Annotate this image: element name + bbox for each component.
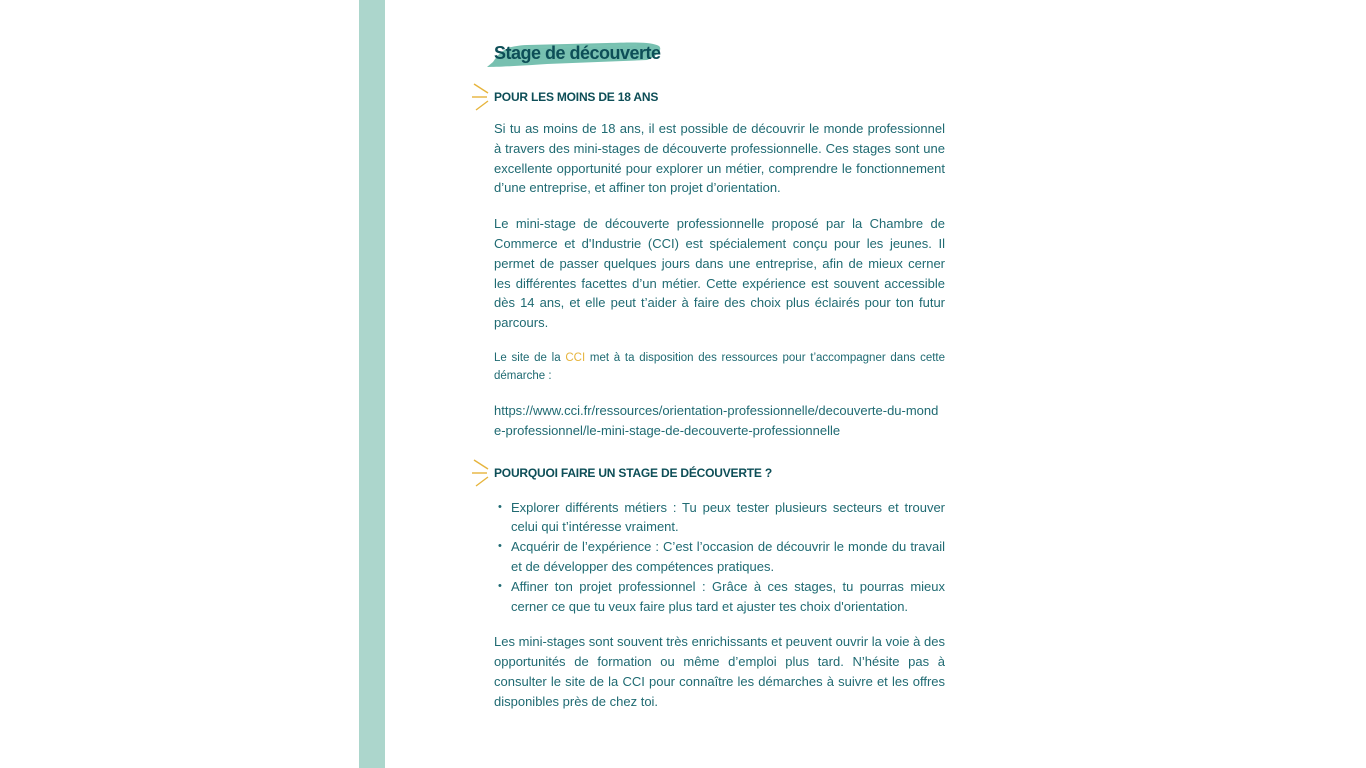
section-heading-text: POUR LES MOINS DE 18 ANS — [494, 90, 659, 104]
paragraph-cci-description: Le mini-stage de découverte professionnelle proposé par la Chambre de Commerce et d'Industrie (CCI) est spécialement conçu pour les jeunes. Il permet de passer quelques jours dans une entreprise, afin de mieux cerner les différentes facettes d’un métier. Cette expérience est souvent accessible dès 14 ans, et elle peut t’aider à faire des choix plus éclairés pour ton futur parcours. — [494, 216, 945, 331]
paragraph-resource — [494, 349, 945, 385]
sparkle-lines-icon — [471, 457, 493, 489]
resource-url[interactable]: https://www.cci.fr/ressources/orientation-professionnelle/decouverte-du-monde-professionnel/le-mini-stage-de-decouverte-professionnelle — [494, 402, 939, 438]
page-content — [494, 38, 945, 712]
benefits-list — [494, 498, 945, 617]
resource-text-before: Le site de la — [494, 351, 566, 364]
section-heading-text: POURQUOI FAIRE UN STAGE DE DÉCOUVERTE ? — [494, 465, 773, 480]
page-title: Stage de découverte — [494, 43, 661, 63]
cci-link[interactable]: CCI — [565, 351, 586, 364]
list-item: • Affiner ton projet professionnel : Grâce à ces stages, tu pourras mieux cerner ce que tu veux faire plus tard et ajuster tes choix d'orientation. — [511, 577, 945, 617]
sparkle-lines-icon — [471, 81, 493, 113]
side-color-band — [359, 0, 385, 768]
document-page — [359, 0, 1007, 768]
paragraph-intro: Si tu as moins de 18 ans, il est possible de découvrir le monde professionnel à travers des mini-stages de découverte professionnelle. Ces stages sont une excellente opportunité pour explorer un métier, comprendre le fonctionnement d’une entreprise, et affiner ton projet d’orientation. — [494, 121, 945, 196]
resource-text-after: met à ta disposition des ressources pour t’accompagner dans cette démarche : — [494, 351, 946, 382]
paragraph-closing: Les mini-stages sont souvent très enrichissants et peuvent ouvrir la voie à des opportunités de formation ou même d’emploi plus tard. N’hésite pas à consulter le site de la CCI pour connaître les démarches à suivre et les offres disponibles près de chez toi. — [494, 634, 945, 709]
list-item: • Acquérir de l’expérience : C’est l’occasion de découvrir le monde du travail et de développer des compétences pratiques. — [511, 537, 945, 577]
list-item: • Explorer différents métiers : Tu peux tester plusieurs secteurs et trouver celui qui t’intéresse vraiment. — [511, 498, 945, 538]
section-heading-under-18 — [494, 89, 945, 105]
title-block — [494, 38, 661, 70]
section-heading-why — [494, 465, 945, 481]
